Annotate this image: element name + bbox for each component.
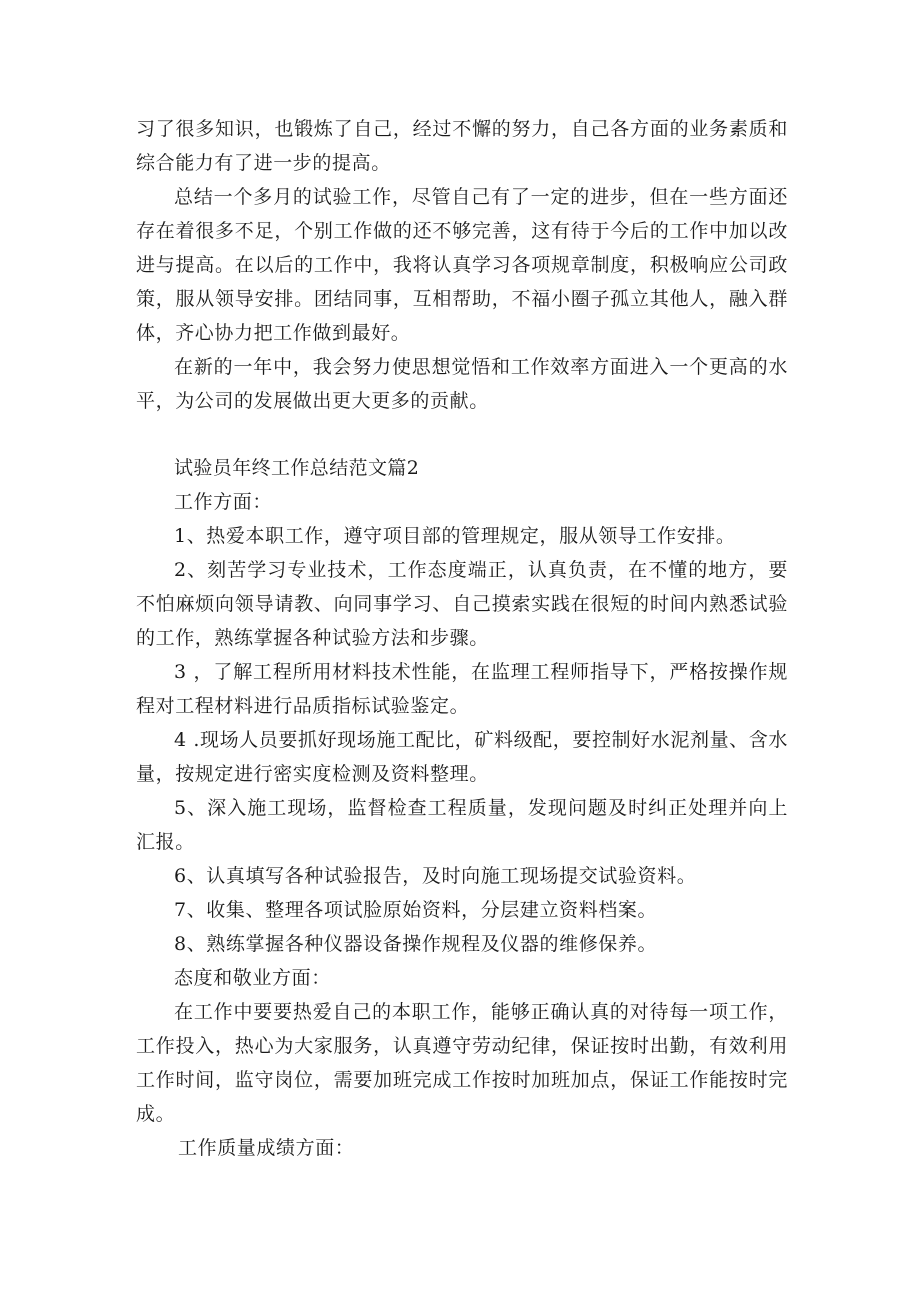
paragraph-new-year: 在新的一年中，我会努力使思想觉悟和工作效率方面进入一个更高的水平，为公司的发展做出更大更多的贡献。 [136, 356, 788, 412]
quality-heading: 工作质量成绩方面： [178, 1137, 355, 1159]
work-item: 4 .现场人员要抓好现场施工配比，矿料级配，要控制好水泥剂量、含水量，按规定进行密实度检测及资料整理。 [136, 729, 788, 785]
section-title: 试验员年终工作总结范文篇2 [174, 457, 420, 479]
attitude-paragraph: 在工作中要要热爱自己的本职工作，能够正确认真的对待每一项工作，工作投入，热心为大家服务，认真遵守劳动纪律，保证按时出勤，有效利用工作时间，监守岗位，需要加班完成工作按时加班加点，保证工作能按时完成。 [136, 1001, 788, 1125]
paragraph-continuation: 习了很多知识，也锻炼了自己，经过不懈的努力，自己各方面的业务素质和综合能力有了进一步的提高。 [136, 118, 788, 174]
work-item: 5、深入施工现场，监督检查工程质量，发现问题及时纠正处理并向上汇报。 [136, 797, 788, 853]
paragraph-summary: 总结一个多月的试验工作，尽管自己有了一定的进步，但在一些方面还存在着很多不足，个别工作做的还不够完善，这有待于今后的工作中加以改进与提高。在以后的工作中，我将认真学习各项规章制度，积极响应公司政策，服从领导安排。团结同事，互相帮助，不福小圈子孤立其他人，融入群体，齐心协力把工作做到最好。 [136, 186, 788, 344]
work-item: 3 ，了解工程所用材料技术性能，在监理工程师指导下，严格按操作规程对工程材料进行品质指标试验鉴定。 [136, 661, 788, 717]
work-heading: 工作方面： [174, 491, 273, 513]
section-one [136, 112, 788, 418]
work-item: 7、收集、整理各项试脸原始资料，分层建立资料档案。 [174, 899, 658, 921]
work-item: 8、熟练掌握各种仪器设备操作规程及仪器的维修保养。 [174, 933, 658, 955]
attitude-heading: 态度和敬业方面： [174, 967, 331, 989]
work-item: 2、刻苦学习专业技术，工作态度端正，认真负责，在不懂的地方，要不怕麻烦向领导请教、向同事学习、自己摸索实践在很短的时间内熟悉试验的工作，熟练掌握各种试验方法和步骤。 [136, 559, 788, 649]
work-item: 6、认真填写各种试验报告，及时向施工现场提交试验资料。 [174, 865, 697, 887]
work-item: 1、热爱本职工作，遵守项目部的管理规定，服从领导工作安排。 [174, 525, 736, 547]
section-two [136, 451, 788, 1165]
